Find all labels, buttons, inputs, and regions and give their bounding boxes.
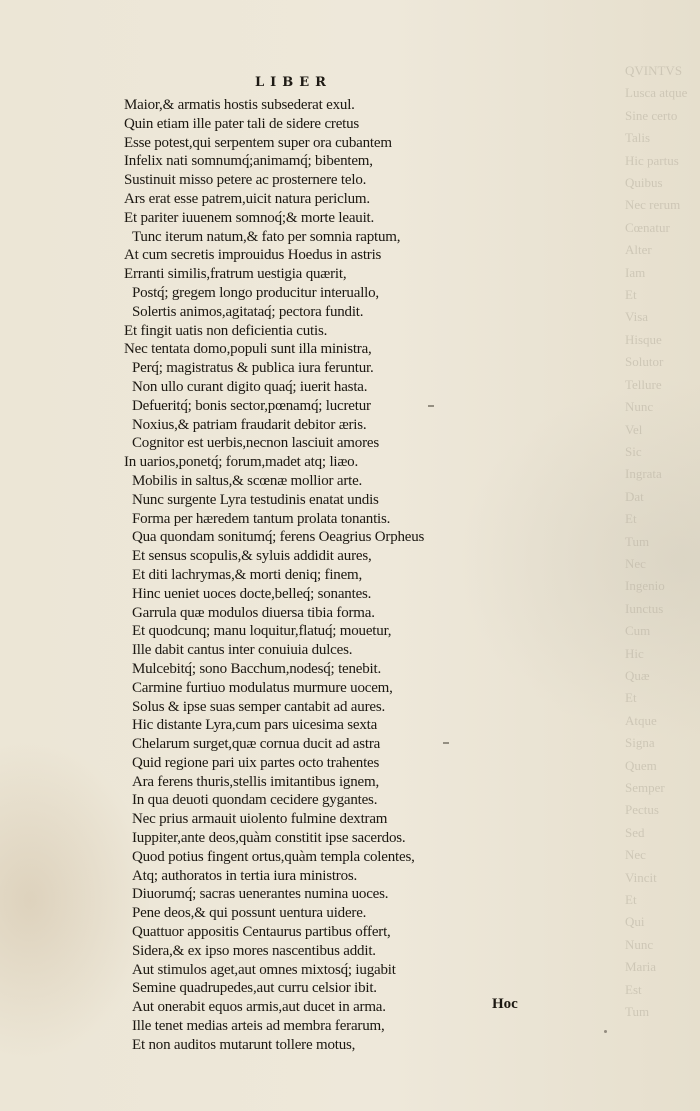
verse-line: Et diti lachrymas,& morti deniq; finem, [132, 566, 363, 583]
verse-line: Hinc ueniet uoces docte,belleq́; sonantes. [132, 585, 372, 602]
verse-line: Nec tentata domo,populi sunt illa ministra, [124, 341, 372, 358]
verse-line: Postq́; gregem longo producitur interuallo, [132, 284, 379, 301]
verse-line: Ille tenet medias arteis ad membra ferarum, [132, 1018, 385, 1035]
verse-line: In qua deuoti quondam cecidere gygantes. [132, 792, 378, 809]
verse-line: Noxius,& patriam fraudarit debitor æris. [132, 416, 367, 433]
verse-line: Solus & ipse suas semper cantabit ad aures. [132, 698, 386, 715]
verse-line: Pene deos,& qui possunt uentura uidere. [132, 905, 367, 922]
ink-mark [604, 1030, 607, 1033]
verse-line: Et non auditos mutarunt tollere motus, [132, 1036, 356, 1053]
verse-line: Ara ferens thuris,stellis imitantibus ignem, [132, 773, 379, 790]
verse-line: Sustinuit misso petere ac prosternere telo. [124, 172, 367, 189]
verse-line: At cum secretis improuidus Hoedus in astris [124, 247, 382, 264]
verse-line: Aut stimulos aget,aut omnes mixtosq́; iugabit [132, 961, 396, 978]
verse-line: Tunc iterum natum,& fato per somnia raptum, [132, 228, 401, 245]
bleed-through-text: QVINTVS Lusca atque Sine certo Talis Hic partus Quibus Nec rerum Cœnatur Alter Iam Et Visa Hisque Solutor Tellure Nunc Vel Sic Ingrata Dat Et Tum Nec Ingenio Iunctus Cum Hic Quæ Et Atque Signa Quem Semper Pectus Sed Nec Vincit Et Qui Nunc Maria Est Tum [625, 63, 688, 1020]
verse-line: Erranti similis,fratrum uestigia quærit, [124, 266, 347, 283]
verse-line: Perq́; magistratus & publica iura feruntur. [132, 360, 374, 377]
verse-line: Forma per hæredem tantum prolata tonantis. [132, 510, 391, 527]
verse-line: Cognitor est uerbis,necnon lasciuit amores [132, 435, 379, 452]
ink-mark [428, 405, 434, 407]
ink-mark [443, 742, 449, 744]
verse-line: Hic distante Lyra,cum pars uicesima sexta [132, 717, 378, 734]
verse-line: Quid regione pari uix partes octo trahentes [132, 754, 380, 771]
verse-line: Et sensus scopulis,& syluis addidit aures, [132, 548, 372, 565]
verse-line: Quattuor appositis Centaurus partibus offert, [132, 924, 391, 941]
verse-line: Quod potius fingent ortus,quàm templa colentes, [132, 848, 415, 865]
verse-line: In uarios,ponetq́; forum,madet atq; liæo. [124, 454, 359, 471]
verse-line: Quin etiam ille pater tali de sidere cretus [124, 115, 360, 132]
verse-line: Esse potest,qui serpentem super ora cubantem [124, 134, 392, 151]
verse-line: Non ullo curant digito quaq́; iuerit hasta. [132, 378, 368, 395]
verse-line: Iuppiter,ante deos,quàm constitit ipse sacerdos. [132, 830, 406, 847]
verse-column [124, 96, 424, 1055]
verse-line: Sidera,& ex ipso mores nascentibus addit. [132, 942, 376, 959]
verse-line: Garrula quæ modulos diuersa tibia forma. [132, 604, 375, 621]
verse-line: Mobilis in saltus,& scœnæ mollior arte. [132, 472, 363, 489]
verse-line: Defueritq́; bonis sector,pœnamq́; lucretur [132, 397, 371, 414]
verse-line: Aut onerabit equos armis,aut ducet in arma. [132, 999, 386, 1016]
verse-line: Et quodcunq; manu loquitur,flatuq́; mouetur, [132, 623, 392, 640]
verse-line: Nunc surgente Lyra testudinis enatat undis [132, 491, 379, 508]
verse-line: Diuorumq́; sacras uenerantes numina uoces. [132, 886, 389, 903]
verse-line: Mulcebitq́; sono Bacchum,nodesq́; tenebit. [132, 660, 382, 677]
verse-line: Solertis animos,agitataq́; pectora fundit. [132, 303, 364, 320]
catchword: Hoc [492, 996, 518, 1012]
verse-line: Semine quadrupedes,aut curru celsior ibit. [132, 980, 377, 997]
verse-line: Maior,& armatis hostis subsederat exul. [124, 97, 355, 113]
verse-line: Carmine furtiuo modulatus murmure uocem, [132, 679, 393, 696]
verse-line: Nec prius armauit uiolento fulmine dextram [132, 811, 388, 828]
verse-line: Atq; authoratos in tertia iura ministros. [132, 867, 358, 884]
verse-line: Ars erat esse patrem,uicit natura periclum. [124, 190, 370, 207]
running-head: LIBER [255, 75, 332, 90]
verse-line: Et fingit uatis non deficientia cutis. [124, 322, 328, 339]
verse-line: Qua quondam sonitumq́; ferens Oeagrius Orpheus [132, 529, 425, 546]
verse-line: Et pariter iuuenem somnoq́;& morte leauit. [124, 209, 375, 226]
verse-line: Chelarum surget,quæ cornua ducit ad astra [132, 736, 381, 753]
verse-line: Ille dabit cantus inter conuiuia dulces. [132, 642, 353, 659]
verse-line: Infelix nati somnumq́;animamq́; bibentem, [124, 153, 373, 170]
